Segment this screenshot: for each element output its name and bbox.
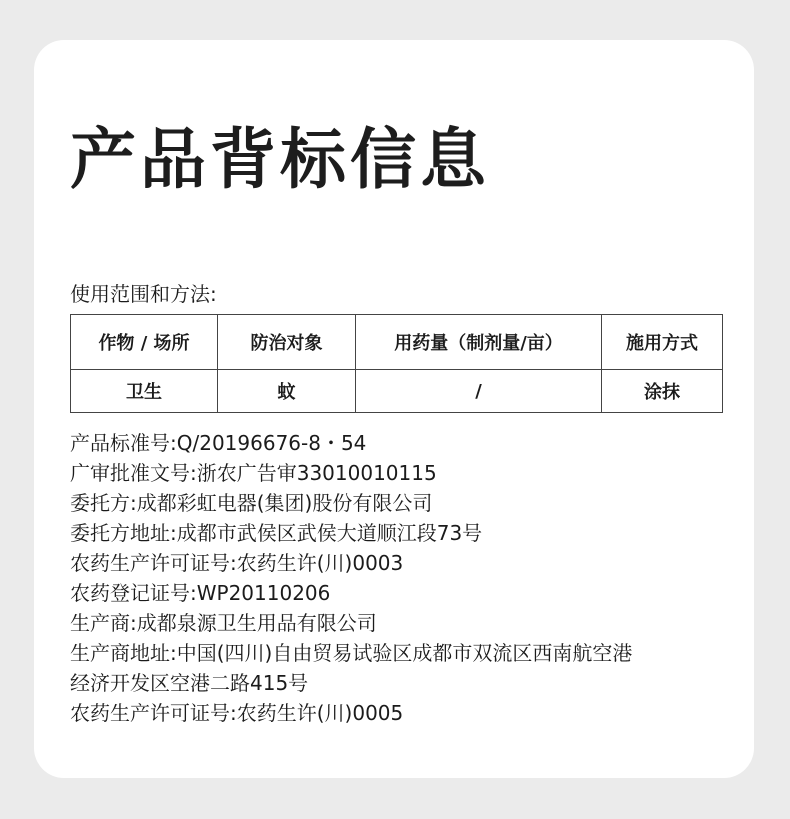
table-header-row (71, 315, 723, 370)
info-line: 农药登记证号:WP20110206 (70, 581, 331, 605)
info-line: 生产商地址:中国(四川)自由贸易试验区成都市双流区西南航空港 (70, 641, 633, 665)
cell-method: 涂抹 (602, 370, 723, 413)
cell-crop-site: 卫生 (71, 370, 218, 413)
usage-table (70, 314, 723, 413)
info-line: 生产商:成都泉源卫生用品有限公司 (70, 611, 377, 635)
info-line: 经济开发区空港二路415号 (70, 671, 309, 695)
info-line: 委托方:成都彩虹电器(集团)股份有限公司 (70, 491, 433, 515)
info-line: 农药生产许可证号:农药生许(川)0003 (70, 551, 404, 575)
page-title: 产品背标信息 (70, 121, 490, 198)
info-line: 产品标准号:Q/20196676-8・54 (70, 431, 367, 455)
info-list (70, 428, 720, 728)
usage-label: 使用范围和方法: (70, 282, 217, 306)
cell-dosage: / (356, 370, 602, 413)
header-crop-site: 作物 / 场所 (71, 315, 218, 370)
header-method: 施用方式 (602, 315, 723, 370)
table-row (71, 370, 723, 413)
header-dosage: 用药量（制剂量/亩） (356, 315, 602, 370)
info-line: 委托方地址:成都市武侯区武侯大道顺江段73号 (70, 521, 483, 545)
info-line: 广审批准文号:浙农广告审33010010115 (70, 461, 437, 485)
cell-target-pest: 蚊 (218, 370, 356, 413)
info-line: 农药生产许可证号:农药生许(川)0005 (70, 701, 404, 725)
header-target-pest: 防治对象 (218, 315, 356, 370)
